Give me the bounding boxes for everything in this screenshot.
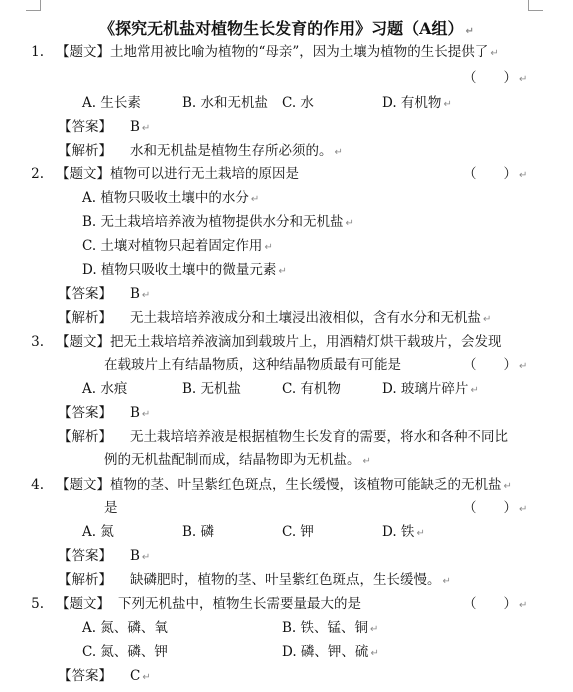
option-a: A. 植物只吸收土壤中的水分 ↵ (82, 190, 260, 206)
answer-label: 【答案】 (58, 405, 112, 421)
explanation-label: 【解析】 (58, 310, 112, 326)
option-a: A. 生长素 (82, 95, 141, 111)
option-d: D. 铁 ↵ (382, 524, 425, 540)
question-3-continued (0, 355, 573, 375)
option-b: B. 无机盐 (182, 381, 242, 397)
answer-paren: （ ） ↵ (463, 70, 528, 86)
option-c: C. 有机物 (282, 381, 341, 397)
option-d: D. 磷、钾、硫 ↵ (282, 644, 379, 660)
option-b: B. 水和无机盐 (182, 95, 269, 111)
paragraph-mark-icon: ↵ (519, 74, 528, 85)
explanation-row: 【解析】 水和无机盐是植物生存所必须的。 ↵ (58, 143, 343, 159)
answer-label: 【答案】 (58, 119, 112, 135)
answer-label: 【答案】 (58, 548, 112, 564)
page-title: 《探究无机盐对植物生长发育的作用》习题（A组） ↵ (99, 19, 474, 38)
explanation-row: 【解析】 缺磷肥时，植物的茎、叶呈紫红色斑点，生长缓慢。 ↵ (58, 572, 451, 588)
option-d: D. 有机物 ↵ (382, 95, 452, 111)
answer-paren: （ ） ↵ (463, 357, 528, 373)
answer-value: B (130, 286, 140, 302)
answer-row: 【答案】 B ↵ (58, 405, 151, 421)
answer-label: 【答案】 (58, 668, 112, 684)
option-b: B. 无土栽培培养液为植物提供水分和无机盐 ↵ (82, 214, 354, 230)
explanation-row (58, 427, 508, 447)
answer-label: 【答案】 (58, 286, 112, 302)
explanation-label: 【解析】 (58, 143, 112, 159)
question-number: 1. (31, 44, 44, 60)
crop-mark-top-left (26, 0, 41, 11)
question-2 (0, 164, 573, 184)
explanation-label: 【解析】 (58, 572, 112, 588)
question-text: 土地常用被比喻为植物的“母亲”，因为土壤为植物的生长提供了 (110, 44, 489, 60)
options-row (0, 522, 573, 542)
answer-paren-row (0, 68, 573, 88)
question-label: 【题文】 (56, 477, 110, 493)
paragraph-mark-icon: ↵ (490, 48, 499, 59)
question-text: 植物可以进行无土栽培的原因是 (110, 166, 299, 182)
options-row (0, 618, 573, 638)
answer-value: B (130, 548, 140, 564)
answer-row: 【答案】 B ↵ (58, 286, 151, 302)
question-label: 【题文】 (56, 44, 110, 60)
option-c: C. 氮、磷、钾 (82, 644, 168, 660)
answer-paren: （ ） ↵ (463, 166, 528, 182)
question-label: 【题文】 (56, 166, 110, 182)
crop-mark-top-right (528, 0, 543, 11)
option-d: D. 植物只吸收土壤中的微量元素 ↵ (82, 262, 287, 278)
question-text-continued: 是 (104, 500, 118, 516)
answer-paren: （ ） ↵ (463, 500, 528, 516)
answer-value: B (130, 405, 140, 421)
option-c: C. 土壤对植物只起着固定作用 ↵ (82, 238, 273, 254)
document-page: 《探究无机盐对植物生长发育的作用》习题（A组） ↵ 1. 【题文】土地常用被比喻为植物的“母亲”，因为土壤为植物的生长提供了 ↵ （ ） ↵ A. 生长素 B. 水和无机盐 C. 水 D. 有机物 ↵ 【答案】 B ↵ 【解析】 水和无机盐是植物生存所必须的。 ↵ 2. 【题文】植物可以进行无土栽培的原因是 （ ） ↵ A. 植物只吸收土壤中的水分 ↵ B. 无土栽培培养液为植物提供水分和无机盐 ↵ C. 土壤对植物只起着固定作用 ↵ D. 植物只吸收土壤中的微量元素 ↵ 【答案】 B ↵ 【解析】 无土栽培培养液成分和土壤浸出液相似，含有水分和无机盐 ↵ 3. 【题文】把无土栽培培养液滴加到载玻片上，用酒精灯烘干载玻片，会发现 在载玻片上有结晶物质，这种结晶物质最有可能是 （ ） ↵ A. 水痕 B. 无机盐 C. 有机物 D. 玻璃片碎片 ↵ 【答案】 B ↵ 【解析】 无土栽培培养液是根据植物生长发育的需要，将水和各种不同比 例的无机盐配制而成，结晶物即为无机盐。 ↵ 4. 【题文】植物的茎、叶呈紫红色斑点，生长缓慢，该植物可能缺乏的无机盐 ↵ 是 （ ） ↵ A. 氮 B. 磷 C. 钾 D. 铁 ↵ 【答案】 B ↵ 【解析】 缺磷肥时，植物的茎、叶呈紫红色斑点，生长缓慢。 ↵ 5. 【题文】 下列无机盐中，植物生长需要量最大的是 （ ） ↵ A. 氮、磷、氧 B. 铁、锰、铜 ↵ C. 氮、磷、钾 D. 磷、钾、硫 ↵ 【答案】 C ↵ (0, 0, 573, 692)
answer-row: 【答案】 C ↵ (58, 668, 151, 684)
question-text: 把无土栽培培养液滴加到载玻片上，用酒精灯烘干载玻片，会发现 (110, 334, 502, 350)
option-a: A. 氮 (82, 524, 114, 540)
question-number: 3. (31, 334, 44, 350)
question-5 (0, 594, 573, 614)
question-label: 【题文】 (56, 596, 110, 612)
answer-value: B (130, 119, 140, 135)
question-number: 4. (31, 477, 44, 493)
explanation-label: 【解析】 (58, 429, 112, 445)
option-b: B. 磷 (182, 524, 215, 540)
option-d: D. 玻璃片碎片 ↵ (382, 381, 479, 397)
answer-row: 【答案】 B ↵ (58, 548, 151, 564)
options-row (0, 642, 573, 662)
option-c: C. 钾 (282, 524, 314, 540)
explanation-text: 水和无机盐是植物生存所必须的。 (130, 143, 333, 159)
question-text: 下列无机盐中，植物生长需要量最大的是 (118, 596, 361, 612)
explanation-text: 无土栽培培养液是根据植物生长发育的需要，将水和各种不同比 (130, 429, 508, 445)
explanation-text: 例的无机盐配制而成，结晶物即为无机盐。 (104, 452, 361, 468)
question-4-continued (0, 498, 573, 518)
option-b: B. 铁、锰、铜 ↵ (282, 620, 379, 636)
explanation-text: 无土栽培培养液成分和土壤浸出液相似，含有水分和无机盐 (130, 310, 481, 326)
question-number: 2. (31, 166, 44, 182)
answer-value: C (130, 668, 141, 684)
question-text-continued: 在载玻片上有结晶物质，这种结晶物质最有可能是 (104, 357, 401, 373)
question-label: 【题文】 (56, 334, 110, 350)
answer-paren: （ ） ↵ (463, 596, 528, 612)
option-c: C. 水 (282, 95, 314, 111)
explanation-row-continued: 例的无机盐配制而成，结晶物即为无机盐。 ↵ (104, 452, 371, 468)
answer-row: 【答案】 B ↵ (58, 119, 151, 135)
option-a: A. 氮、磷、氧 (82, 620, 168, 636)
explanation-text: 缺磷肥时，植物的茎、叶呈紫红色斑点，生长缓慢。 (130, 572, 441, 588)
question-text: 植物的茎、叶呈紫红色斑点，生长缓慢，该植物可能缺乏的无机盐 (110, 477, 502, 493)
paragraph-mark-icon: ↵ (465, 26, 474, 37)
options-row (0, 93, 573, 113)
option-a: A. 水痕 (82, 381, 128, 397)
options-row (0, 379, 573, 399)
question-number: 5. (31, 596, 44, 612)
explanation-row: 【解析】 无土栽培培养液成分和土壤浸出液相似，含有水分和无机盐 ↵ (58, 310, 492, 326)
